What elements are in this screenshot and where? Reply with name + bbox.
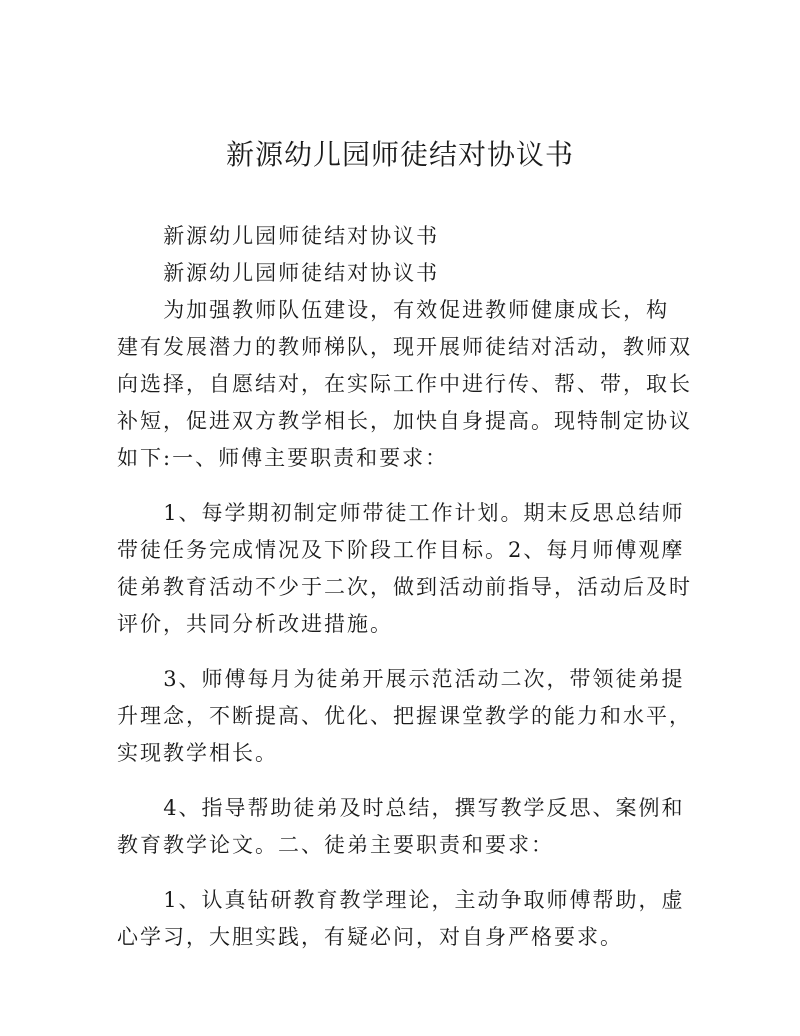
paragraph-subtitle-1: 新源幼儿园师徒结对协议书 <box>163 224 440 248</box>
paragraph-apprentice-1: 1、认真钻研教育教学理论，主动争取师傅帮助，虚心学习，大胆实践，有疑必问，对自身严格要求。 <box>117 888 685 949</box>
paragraph-item-1-2: 1、每学期初制定师带徒工作计划。期末反思总结师带徒任务完成情况及下阶段工作目标。2、每月师傅观摩徒弟教育活动不少于二次，做到活动前指导，活动后及时评价，共同分析改进措施。 <box>117 501 692 636</box>
document-body <box>117 218 692 956</box>
document-title: 新源幼儿园师徒结对协议书 <box>225 138 574 171</box>
paragraph-intro: 为加强教师队伍建设，有效促进教师健康成长，构建有发展潜力的教师梯队，现开展师徒结对活动，教师双向选择，自愿结对，在实际工作中进行传、帮、带，取长补短，促进双方教学相长，加快自身提高。现特制定协议如下:一、师傅主要职责和要求： <box>117 298 692 470</box>
paragraph-item-4: 4、指导帮助徒弟及时总结，撰写教学反思、案例和教育教学论文。二、徒弟主要职责和要求： <box>117 796 685 857</box>
paragraph-subtitle-2: 新源幼儿园师徒结对协议书 <box>163 261 440 285</box>
paragraph-item-3: 3、师傅每月为徒弟开展示范活动二次，带领徒弟提升理念，不断提高、优化、把握课堂教学的能力和水平，实现教学相长。 <box>117 667 692 765</box>
